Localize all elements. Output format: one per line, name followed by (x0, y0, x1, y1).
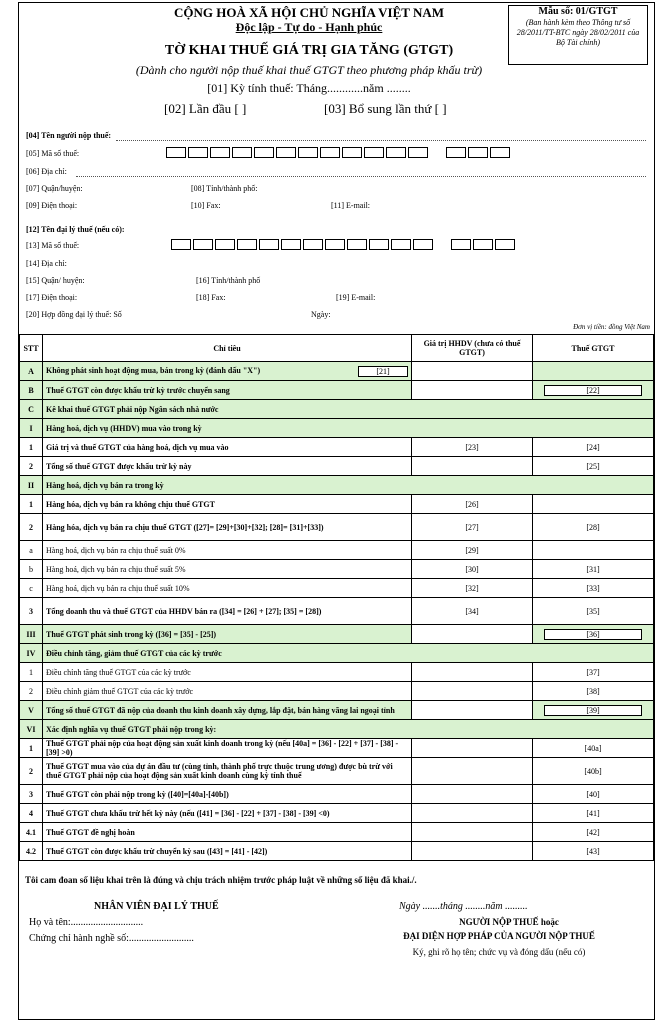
row-label: Điều chỉnh tăng thuế GTGT của các kỳ trước (43, 663, 412, 682)
row-value-cell[interactable] (412, 541, 533, 560)
row-value-code: [34] (465, 606, 479, 616)
row-value-cell (412, 823, 533, 842)
form-title: TỜ KHAI THUẾ GIÁ TRỊ GIA TĂNG (GTGT) (164, 43, 454, 58)
tax-code-cells[interactable] (166, 147, 430, 158)
row-tax-code: [37] (586, 667, 600, 677)
row-value-cell (412, 804, 533, 823)
row-value-code: [30] (465, 564, 479, 574)
row-label: Giá trị và thuế GTGT của hàng hoá, dịch vụ mua vào (43, 438, 412, 457)
phone-label: [09] Điện thoại: (26, 201, 78, 210)
agent-tax-code-suffix-cells[interactable] (451, 239, 517, 250)
row-tax-code: [33] (586, 583, 600, 593)
agent-certificate[interactable]: Chứng chỉ hành nghề số:.......................... (29, 933, 194, 944)
row-value-cell[interactable] (412, 579, 533, 598)
table-row (20, 381, 654, 400)
row-label: Hàng hoá, dịch vụ bán ra chịu thuế suất 0% (43, 541, 412, 560)
row-tax-code: [31] (586, 564, 600, 574)
table-row (20, 804, 654, 823)
row-tax-cell[interactable] (533, 842, 654, 861)
form-code: Mẫu số: 01/GTGT (538, 6, 618, 17)
row-value-cell (412, 663, 533, 682)
row-tax-cell[interactable] (533, 663, 654, 682)
table-row (20, 438, 654, 457)
row-stt: a (20, 541, 43, 560)
row-stt: 4.2 (20, 842, 43, 861)
row-tax-code: [38] (586, 686, 600, 696)
agent-province-label: [16] Tỉnh/thành phố (196, 276, 261, 285)
table-body (20, 362, 654, 861)
row-label: Tổng số thuế GTGT đã nộp của doanh thu kinh doanh xây dựng, lắp đặt, bán hàng vãng lai ngoại tỉnh (43, 701, 412, 720)
district-label: [07] Quận/huyện: (26, 184, 83, 193)
header-value: Giá trị HHDV (chưa có thuế GTGT) (412, 335, 533, 362)
header-stt: STT (20, 335, 43, 362)
table-header-row (20, 335, 654, 362)
row-tax-cell[interactable] (533, 739, 654, 758)
table-row (20, 842, 654, 861)
row-value-cell (412, 701, 533, 720)
row-stt: 2 (20, 514, 43, 541)
row-tax-cell[interactable] (533, 758, 654, 785)
agent-contract-label: [20] Hợp đồng đại lý thuế: Số (26, 310, 122, 319)
table-row (20, 720, 654, 739)
row-stt: 1 (20, 495, 43, 514)
table-row (20, 362, 654, 381)
row-value-code: [29] (465, 545, 479, 555)
row-stt: 1 (20, 739, 43, 758)
row-value-cell[interactable] (412, 598, 533, 625)
row-label: Hàng hoá, dịch vụ bán ra chịu thuế suất 5% (43, 560, 412, 579)
row-label: Tổng doanh thu và thuế GTGT của HHDV bán ra ([34] = [26] + [27]; [35] = [28]) (43, 598, 412, 625)
supplement-field[interactable]: [03] Bổ sung lần thứ [ ] (324, 101, 447, 116)
row-tax-code: [22] (544, 385, 642, 396)
table-row (20, 644, 654, 663)
row-label: Hàng hoá, dịch vụ bán ra chịu thuế suất 10% (43, 579, 412, 598)
row-value-cell[interactable] (412, 438, 533, 457)
tax-period: [01] Kỳ tính thuế: Tháng............năm ........ (207, 81, 411, 95)
row-tax-cell (533, 541, 654, 560)
table-row (20, 457, 654, 476)
form-code-note: (Ban hành kèm theo Thông tư số 28/2011/TT-BTC ngày 28/02/2011 của Bộ Tài chính) (516, 18, 640, 47)
table-row (20, 598, 654, 625)
row-tax-cell[interactable] (533, 701, 654, 720)
row-tax-code: [39] (544, 705, 642, 716)
row-label: Hàng hóa, dịch vụ bán ra chịu thuế GTGT ([27]= [29]+[30]+[32]; [28]= [31]+[33]) (43, 514, 412, 541)
row-tax-cell[interactable] (533, 682, 654, 701)
row-tax-code: [43] (586, 846, 600, 856)
national-motto: Độc lập - Tự do - Hạnh phúc (235, 20, 383, 34)
first-time-checkbox[interactable]: [02] Lần đầu [ ] (164, 101, 247, 116)
row-tax-code: [40b] (584, 766, 602, 776)
row-label: Thuế GTGT chưa khấu trừ hết kỳ này (nếu ([41] = [36] - [22] + [37] - [38] - [39] <0) (43, 804, 412, 823)
row-tax-code: [41] (586, 808, 600, 818)
row-stt: IV (20, 644, 43, 663)
row-tax-cell (533, 362, 654, 381)
row-stt: III (20, 625, 43, 644)
row-label: Thuế GTGT còn phải nộp trong kỳ ([40]=[40a]-[40b]) (43, 785, 412, 804)
row-label: Xác định nghĩa vụ thuế GTGT phải nộp trong kỳ: (43, 720, 654, 739)
row-tax-cell[interactable] (533, 560, 654, 579)
row-stt: 3 (20, 785, 43, 804)
table-row (20, 682, 654, 701)
row-tax-cell[interactable] (533, 823, 654, 842)
table-row (20, 514, 654, 541)
row-value-code: [23] (465, 442, 479, 452)
signing-date[interactable]: Ngày .......tháng ........năm ......... (399, 901, 528, 912)
table-row (20, 400, 654, 419)
row-stt: 2 (20, 682, 43, 701)
declaration-table (19, 334, 654, 861)
row-value-cell (412, 739, 533, 758)
row-value-code: [27] (465, 522, 479, 532)
table-row (20, 625, 654, 644)
agent-address-label: [14] Địa chỉ: (26, 259, 67, 268)
row-stt: 1 (20, 438, 43, 457)
table-row (20, 419, 654, 438)
row-label: Thuế GTGT mua vào của dự án đầu tư (cùng tỉnh, thành phố trực thuộc trung ương) được bù trừ với thuế GTGT phải nộp của hoạt động sản xuất kinh doanh cùng kỳ tính thuế (43, 758, 412, 785)
row-label: Hàng hóa, dịch vụ bán ra không chịu thuế GTGT (43, 495, 412, 514)
address-label: [06] Địa chỉ: (26, 167, 67, 176)
table-row (20, 823, 654, 842)
legal-representative-title: ĐẠI DIỆN HỢP PHÁP CỦA NGƯỜI NỘP THUẾ (403, 931, 595, 941)
row-label: Thuế GTGT phát sinh trong kỳ ([36] = [35] - [25]) (43, 625, 412, 644)
row-label: Thuế GTGT còn được khấu trừ kỳ trước chuyển sang (43, 381, 412, 400)
row-tax-cell[interactable] (533, 514, 654, 541)
row-value-cell (412, 457, 533, 476)
row-stt: 4.1 (20, 823, 43, 842)
currency-unit-note: Đơn vị tiền: đồng Việt Nam (573, 323, 650, 331)
row-value-cell (412, 785, 533, 804)
row-value-cell (412, 758, 533, 785)
header-tax: Thuế GTGT (533, 335, 654, 362)
table-row (20, 701, 654, 720)
row-tax-cell[interactable] (533, 625, 654, 644)
agent-contract-date-label: Ngày: (311, 310, 331, 319)
table-row (20, 739, 654, 758)
taxpayer-name-line[interactable] (116, 140, 646, 141)
row-value-cell (412, 625, 533, 644)
agent-fax-label: [18] Fax: (196, 293, 226, 302)
agent-district-label: [15] Quận/ huyện: (26, 276, 85, 285)
agent-staff-name[interactable]: Họ và tên:............................. (29, 917, 144, 928)
row-tax-code: [36] (544, 629, 642, 640)
row-stt: I (20, 419, 43, 438)
row-stt: B (20, 381, 43, 400)
header-item: Chỉ tiêu (43, 335, 412, 362)
row-value-cell[interactable] (412, 560, 533, 579)
row-label: Thuế GTGT phải nộp của hoạt động sản xuất kinh doanh trong kỳ (nếu [40a] = [36] - [22] + [37] - [38] -[39] >0) (43, 739, 412, 758)
row-tax-cell[interactable] (533, 785, 654, 804)
agent-phone-label: [17] Điện thoại: (26, 293, 78, 302)
commitment-text: Tôi cam đoan số liệu khai trên là đúng và chịu trách nhiệm trước pháp luật về những số liệu đã khai./. (25, 875, 417, 885)
row-tax-code: [42] (586, 827, 600, 837)
row-stt: V (20, 701, 43, 720)
row-value-cell (412, 362, 533, 381)
row-tax-cell[interactable] (533, 579, 654, 598)
agent-email-label: [19] E-mail: (336, 293, 376, 302)
row-tax-code: [25] (586, 461, 600, 471)
row-stt: 4 (20, 804, 43, 823)
tax-form-page (18, 2, 655, 1020)
form-subtitle: (Dành cho người nộp thuế khai thuế GTGT theo phương pháp khấu trừ) (135, 63, 483, 77)
agent-tax-code-label: [13] Mã số thuế: (26, 241, 80, 250)
row-tax-code: [24] (586, 442, 600, 452)
row-tax-cell (533, 495, 654, 514)
row-tax-code: [40a] (584, 743, 602, 753)
row-label: Điều chỉnh giảm thuế GTGT của các kỳ trước (43, 682, 412, 701)
taxpayer-name-label: [04] Tên người nộp thuế: (26, 131, 112, 140)
row-label: Tổng số thuế GTGT được khấu trừ kỳ này (43, 457, 412, 476)
form-code-box (508, 5, 648, 65)
row-tax-code: [40] (586, 789, 600, 799)
table-row (20, 541, 654, 560)
tax-code-label: [05] Mã số thuế: (26, 149, 80, 158)
row-stt: 2 (20, 457, 43, 476)
agent-tax-code-cells[interactable] (171, 239, 435, 250)
row-tax-code: [28] (586, 522, 600, 532)
row-tax-cell[interactable] (533, 598, 654, 625)
address-line[interactable] (76, 176, 646, 177)
row-tax-cell[interactable] (533, 381, 654, 400)
row-stt: 2 (20, 758, 43, 785)
email-label: [11] E-mail: (331, 201, 371, 210)
table-row (20, 579, 654, 598)
row-value-cell (412, 842, 533, 861)
row-stt: C (20, 400, 43, 419)
row-label-text: Không phát sinh hoạt động mua, bán trong kỳ (đánh dấu "X") (46, 365, 261, 375)
taxpayer-info (26, 127, 651, 327)
row-value-cell[interactable] (412, 495, 533, 514)
row-value-cell[interactable] (412, 514, 533, 541)
table-row (20, 785, 654, 804)
row-tax-cell[interactable] (533, 804, 654, 823)
row-stt: c (20, 579, 43, 598)
no-activity-checkbox[interactable]: [21] (358, 366, 408, 377)
row-value-cell (412, 381, 533, 400)
row-stt: II (20, 476, 43, 495)
row-value-code: [26] (465, 499, 479, 509)
table-row (20, 495, 654, 514)
signature-note: Ký, ghi rõ họ tên; chức vụ và đóng dấu (nếu có) (412, 947, 586, 957)
row-tax-code: [35] (586, 606, 600, 616)
row-label (43, 362, 412, 381)
tax-code-suffix-cells[interactable] (446, 147, 512, 158)
row-tax-cell[interactable] (533, 457, 654, 476)
row-label: Điều chỉnh tăng, giảm thuế GTGT của các kỳ trước (43, 644, 654, 663)
agent-name-label: [12] Tên đại lý thuế (nếu có): (26, 225, 125, 234)
row-stt: 3 (20, 598, 43, 625)
row-label: Hàng hoá, dịch vụ bán ra trong kỳ (43, 476, 654, 495)
fax-label: [10] Fax: (191, 201, 221, 210)
row-stt: b (20, 560, 43, 579)
row-label: Thuế GTGT đề nghị hoàn (43, 823, 412, 842)
nation-name: CỘNG HOÀ XÃ HỘI CHỦ NGHĨA VIỆT NAM (173, 5, 445, 20)
table-row (20, 758, 654, 785)
table-row (20, 663, 654, 682)
table-row (20, 560, 654, 579)
row-label: Hàng hoá, dịch vụ (HHDV) mua vào trong kỳ (43, 419, 654, 438)
row-value-cell (412, 682, 533, 701)
province-label: [08] Tỉnh/thành phố: (191, 184, 258, 193)
row-value-code: [32] (465, 583, 479, 593)
row-label: Kê khai thuế GTGT phải nộp Ngân sách nhà nước (43, 400, 654, 419)
row-label: Thuế GTGT còn được khấu trừ chuyển kỳ sau ([43] = [41] - [42]) (43, 842, 412, 861)
table-row (20, 476, 654, 495)
row-tax-cell[interactable] (533, 438, 654, 457)
row-stt: VI (20, 720, 43, 739)
row-stt: A (20, 362, 43, 381)
row-stt: 1 (20, 663, 43, 682)
taxpayer-signature-title: NGƯỜI NỘP THUẾ hoặc (459, 917, 559, 927)
agent-staff-title: NHÂN VIÊN ĐẠI LÝ THUẾ (94, 901, 219, 912)
